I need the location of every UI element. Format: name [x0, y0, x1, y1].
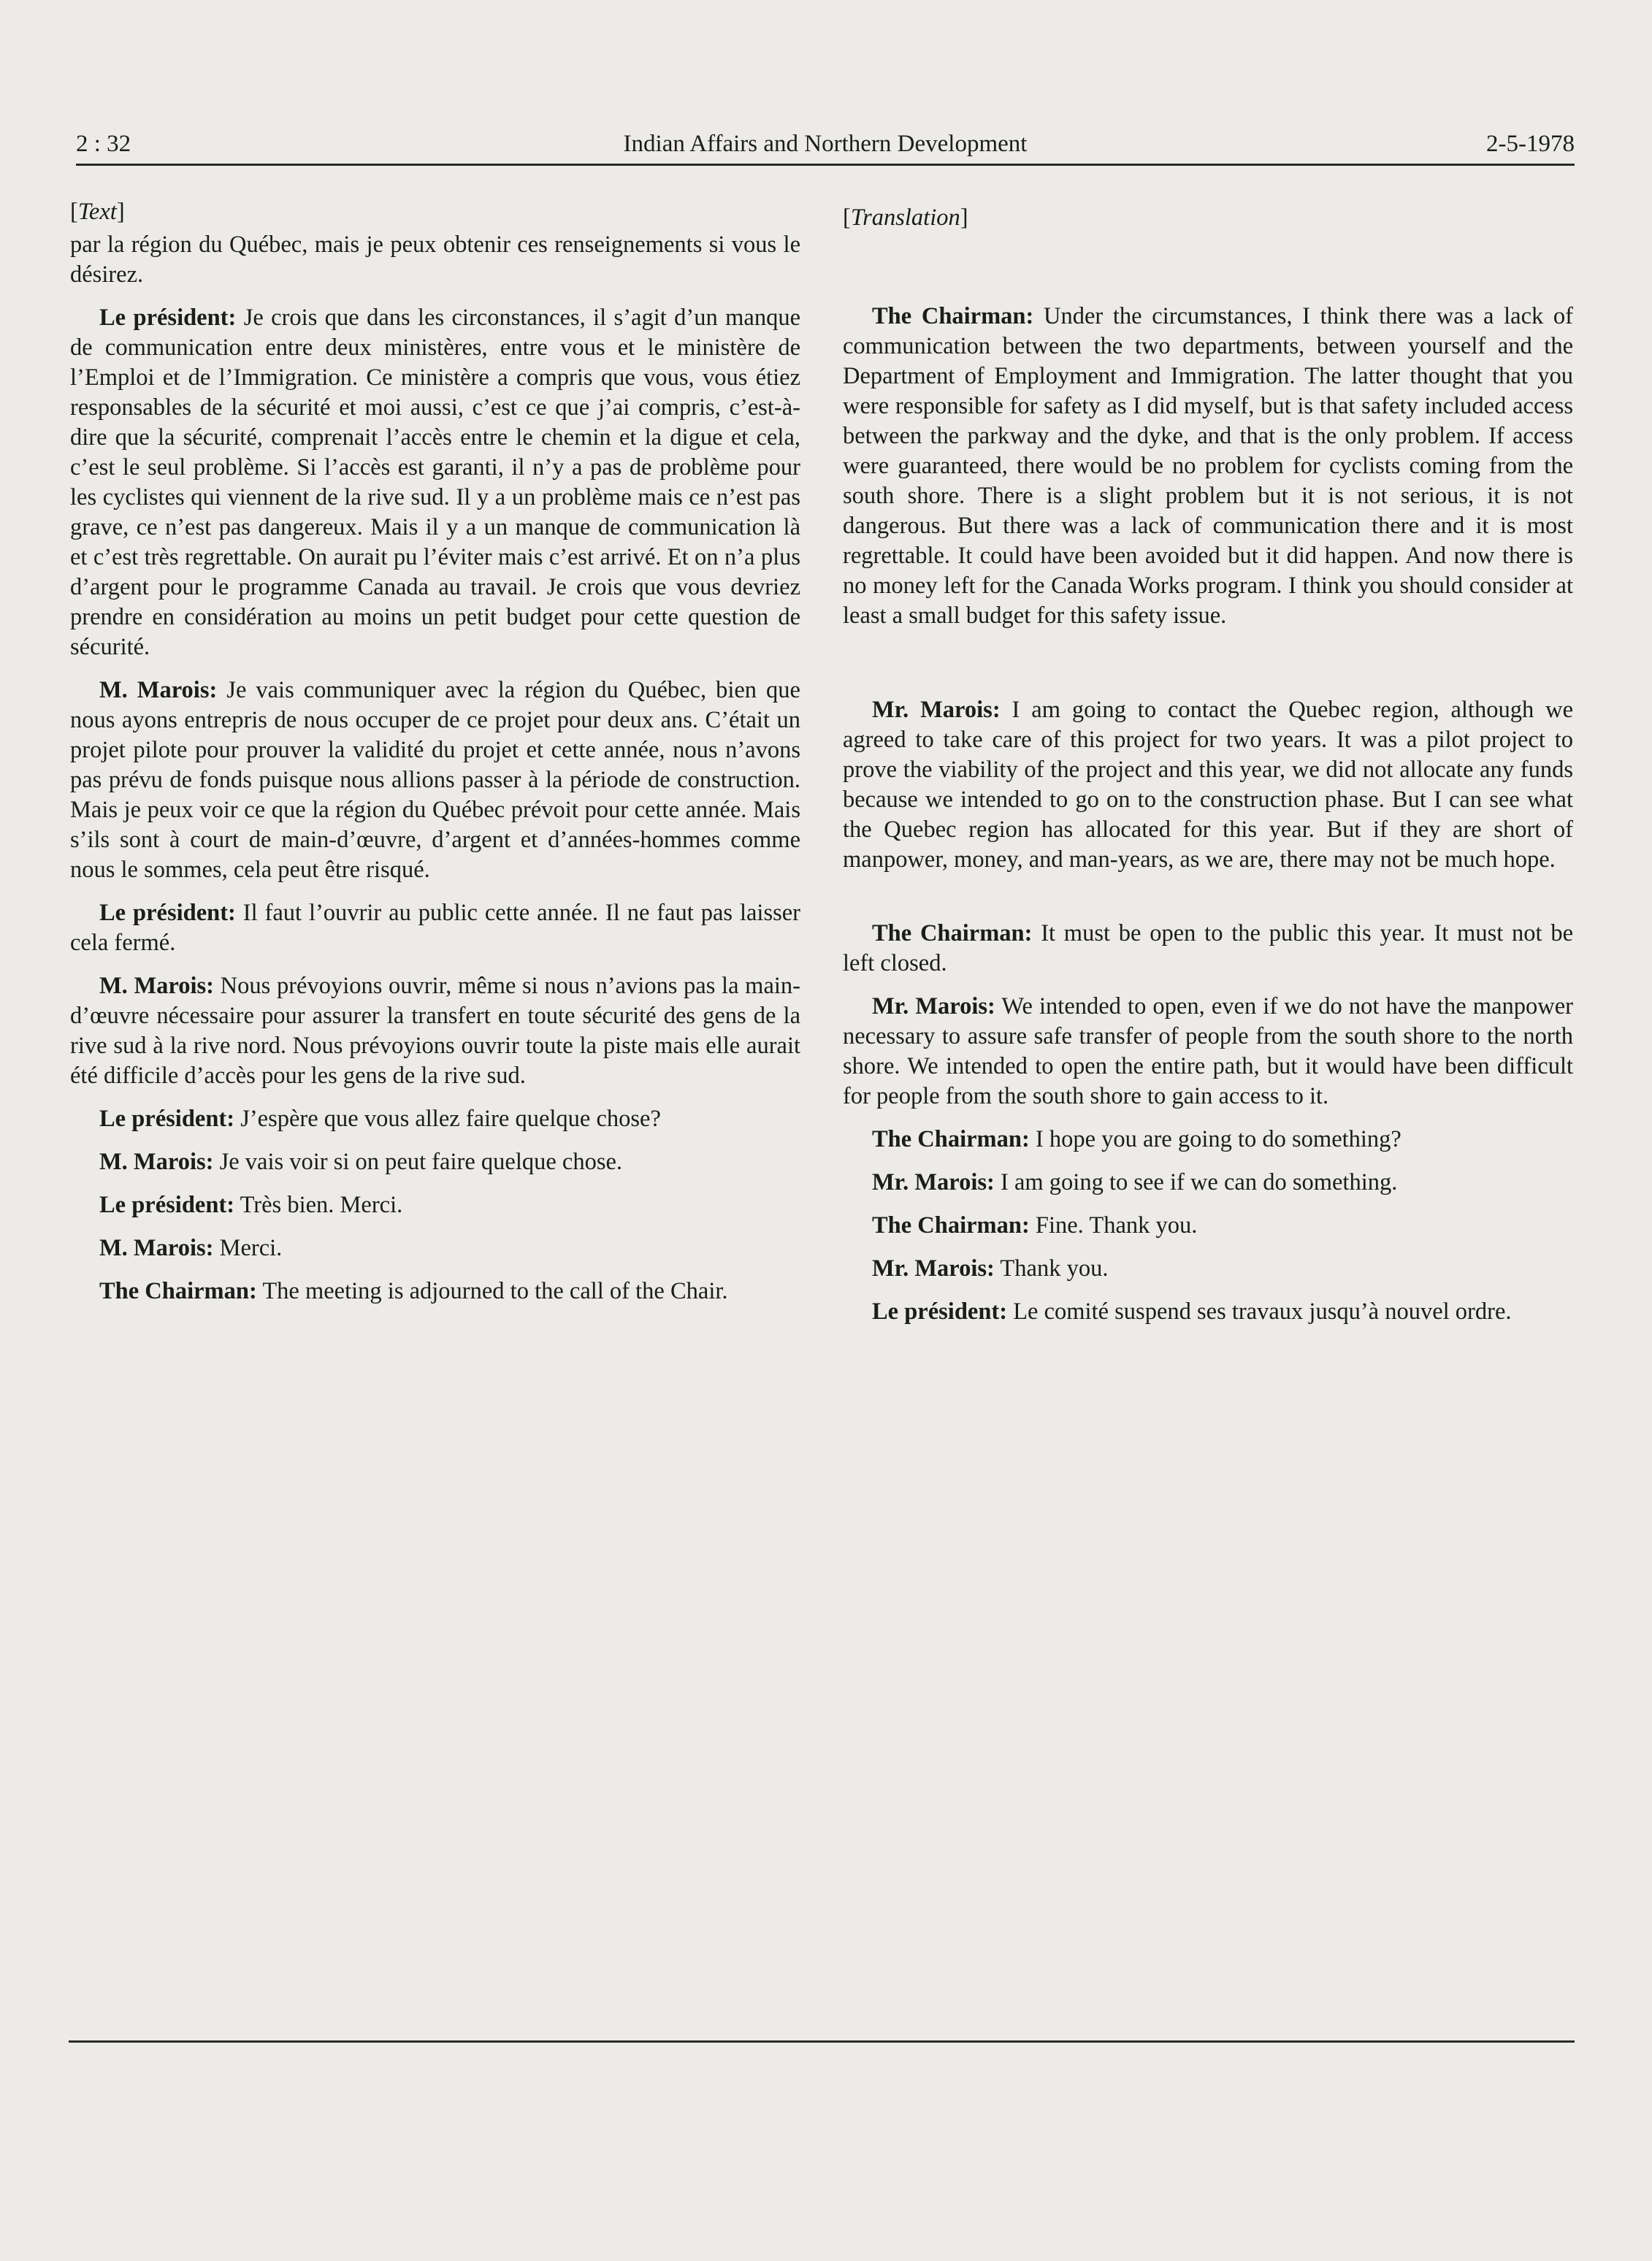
- translation-column: [843, 203, 1573, 1340]
- speaker-name: M. Marois:: [99, 973, 214, 999]
- speech-paragraph: [70, 303, 800, 662]
- speaker-name: Le président:: [99, 1192, 235, 1218]
- speech-text: Je vais communiquer avec la région du Québec, bien que nous ayons entrepris de nous occuper de ce projet pour deux ans. C’était un projet pilote pour prouver la validité du projet et cette année, nous n’avons pas prévu de fonds puisque nous allions passer à la période de construction. Mais je peux voir ce que la région du Québec prévoit pour cette année. Mais s’ils sont à court de main-d’œuvre, d’argent et d’années-hommes comme nous le sommes, cela peut être risqué.: [70, 677, 800, 883]
- speaker-name: Mr. Marois:: [872, 1169, 995, 1195]
- speech-paragraph: [843, 695, 1573, 875]
- running-title: Indian Affairs and Northern Development: [623, 131, 1028, 157]
- speech-paragraph: [843, 1297, 1573, 1327]
- speech-text: We intended to open, even if we do not have the manpower necessary to assure safe transfer of people from the south shore to the north shore. We intended to open the entire path, but it would have been difficult for people from the south shore to gain access to it.: [843, 993, 1573, 1109]
- speaker-name: Mr. Marois:: [872, 1255, 995, 1282]
- header-rule: [76, 164, 1575, 166]
- speaker-name: The Chairman:: [872, 1212, 1030, 1239]
- speaker-name: M. Marois:: [99, 677, 218, 703]
- original-text-column: [70, 197, 800, 1320]
- speech-paragraph: [843, 302, 1573, 631]
- speaker-name: Le président:: [99, 1106, 235, 1132]
- speech-text: Under the circumstances, I think there was a lack of communication between the two departments, between yourself and the Department of Employment and Immigration. The latter thought that you were responsible for safety as I did myself, but is that safety included access between the parkway and the dyke, and that is the only problem. If access were guaranteed, there would be no problem for cyclists coming from the south shore. There is a slight problem but it is not serious, it is not dangerous. But there was a lack of communication there and it is most regrettable. It could have been avoided but it did happen. And now there is no money left for the Canada Works program. I think you should consider at least a small budget for this safety issue.: [843, 303, 1573, 629]
- speech-paragraph: [70, 1104, 800, 1134]
- speech-paragraph: [70, 1233, 800, 1263]
- speaker-name: M. Marois:: [99, 1149, 214, 1175]
- speech-paragraph: [843, 1211, 1573, 1241]
- speaker-name: The Chairman:: [872, 920, 1033, 946]
- speech-text: The meeting is adjourned to the call of the Chair.: [256, 1278, 728, 1304]
- speech-text: Je crois que dans les circonstances, il s’agit d’un manque de communication entre deux ministères, entre vous et le ministère de l’Emploi et de l’Immigration. Ce ministère a compris que vous, vous étiez responsables de la sécurité et moi aussi, c’est ce que j’ai compris, c’est-à-dire que la sécurité, comprenait l’accès entre le chemin et la digue et cela, c’est le seul problème. Si l’accès est garanti, il n’y a pas de problème pour les cyclistes qui viennent de la rive sud. Il y a un problème mais ce n’est pas grave, ce n’est pas dangereux. Mais il y a un manque de communication là et c’est très regrettable. On aurait pu l’éviter mais c’est arrivé. Et on n’a plus d’argent pour le programme Canada au travail. Je crois que vous devriez prendre en considération au moins un petit budget pour cette question de sécurité.: [70, 305, 800, 660]
- speaker-name: Le président:: [99, 900, 236, 926]
- speech-paragraph: [843, 1168, 1573, 1198]
- speech-text: I am going to contact the Quebec region, although we agreed to take care of this project for two years. It was a pilot project to prove the viability of the project and this year, we did not allocate any funds because we intended to go on to the construction phase. But I can see what the Quebec region has allocated for this year. But if they are short of manpower, money, and man-years, as we are, there may not be much hope.: [843, 697, 1573, 873]
- speech-text: I hope you are going to do something?: [1029, 1126, 1401, 1152]
- speaker-name: M. Marois:: [99, 1235, 214, 1261]
- speech-paragraph: [843, 1254, 1573, 1284]
- speech-text: It must be open to the public this year. It must not be left closed.: [843, 920, 1573, 976]
- speech-text: Merci.: [213, 1235, 283, 1261]
- page-number: 2 : 32: [76, 131, 131, 157]
- speech-text: Nous prévoyions ouvrir, même si nous n’avions pas la main-d’œuvre nécessaire pour assurer la transfert en toute sécurité des gens de la rive sud à la rive nord. Nous prévoyions ouvrir toute la piste mais elle aurait été difficile d’accès pour les gens de la rive sud.: [70, 973, 800, 1089]
- speech-paragraph: [843, 1125, 1573, 1155]
- speaker-name: The Chairman:: [99, 1278, 257, 1304]
- speaker-name: Mr. Marois:: [872, 993, 995, 1019]
- speech-text: Il faut l’ouvrir au public cette année. Il ne faut pas laisser cela fermé.: [70, 900, 800, 956]
- speech-text: I am going to see if we can do something.: [994, 1169, 1398, 1195]
- speech-text: Le comité suspend ses travaux jusqu’à nouvel ordre.: [1007, 1298, 1512, 1325]
- speech-text: Fine. Thank you.: [1029, 1212, 1198, 1239]
- speaker-name: Mr. Marois:: [872, 697, 1001, 723]
- speech-paragraph: [843, 992, 1573, 1112]
- speech-paragraph: [70, 1147, 800, 1177]
- column-label-translation: [Translation]: [843, 204, 968, 231]
- speech-paragraph: [70, 971, 800, 1091]
- alignment-spacer: [843, 236, 1573, 302]
- page-header: [76, 126, 1575, 162]
- speech-paragraph: [843, 919, 1573, 979]
- speech-text: Très bien. Merci.: [234, 1192, 403, 1218]
- header-date: 2-5-1978: [1486, 131, 1575, 157]
- speech-paragraph: [70, 1277, 800, 1307]
- speech-paragraph: [70, 1190, 800, 1220]
- speech-text: Thank you.: [994, 1255, 1109, 1282]
- continued-paragraph: par la région du Québec, mais je peux obtenir ces renseignements si vous le désirez.: [70, 232, 800, 288]
- speaker-name: The Chairman:: [872, 303, 1034, 329]
- column-label-text: [Text]: [70, 199, 125, 225]
- speaker-name: Le président:: [99, 305, 237, 331]
- speech-paragraph: [70, 898, 800, 958]
- speech-text: J’espère que vous allez faire quelque chose?: [234, 1106, 661, 1132]
- speaker-name: The Chairman:: [872, 1126, 1030, 1152]
- speech-paragraph: [70, 676, 800, 885]
- speaker-name: Le président:: [872, 1298, 1008, 1325]
- speech-text: Je vais voir si on peut faire quelque chose.: [213, 1149, 623, 1175]
- footer-rule: [69, 2040, 1575, 2043]
